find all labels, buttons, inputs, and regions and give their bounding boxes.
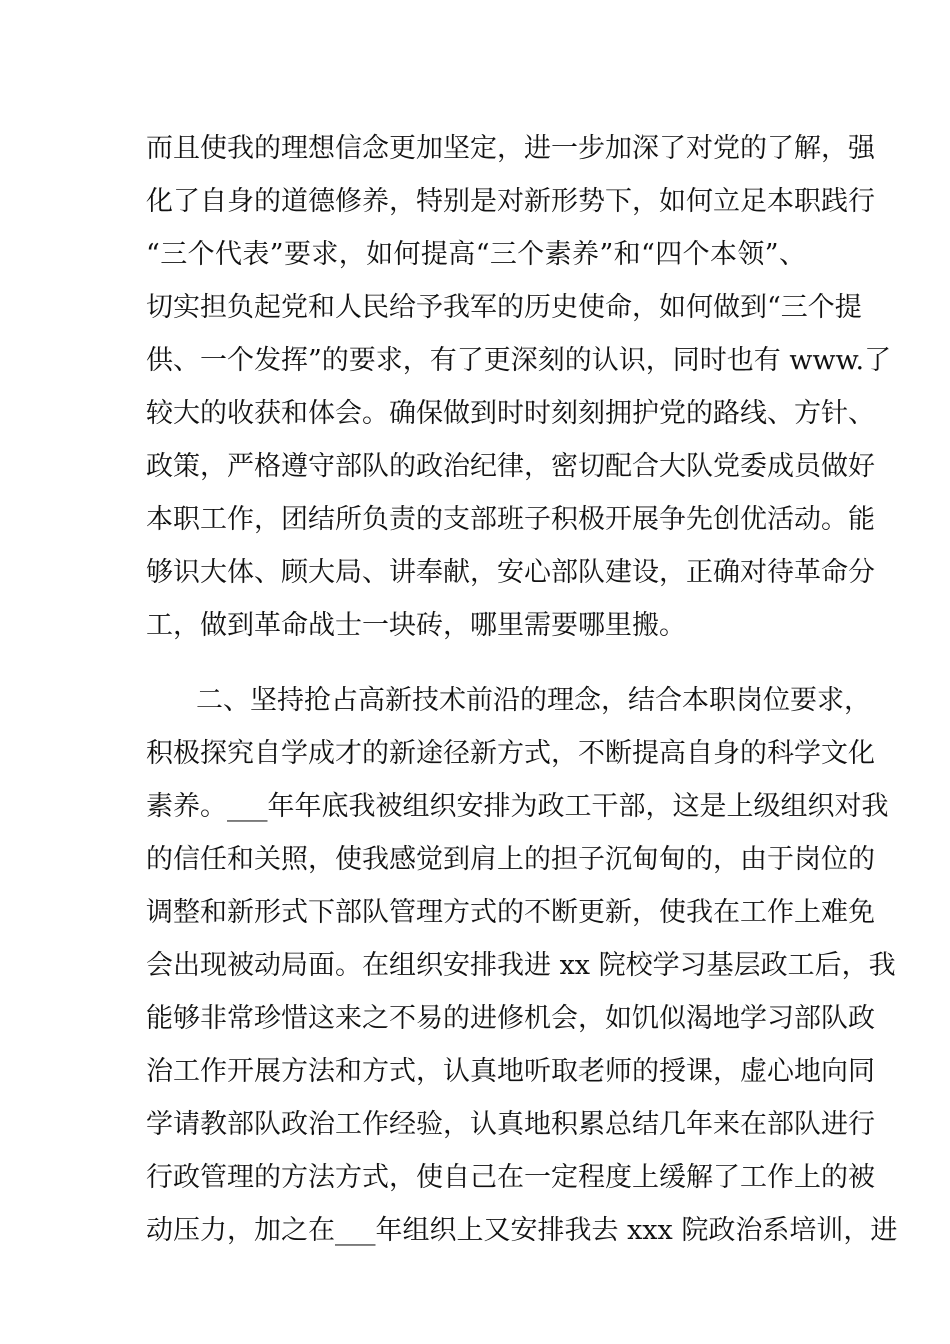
text-line: 供、一个发挥”的要求，有了更深刻的认识，同时也有 www.了 (146, 345, 892, 376)
text-line: 政策，严格遵守部队的政治纪律，密切配合大队党委成员做好 (146, 451, 875, 482)
text-line: 本职工作，团结所负责的支部班子积极开展争先创优活动。能 (146, 504, 875, 535)
paragraph-2 (146, 674, 898, 1257)
text-line: 会出现被动局面。在组织安排我进 xx 院校学习基层政工后，我 (146, 950, 896, 981)
text-line: 切实担负起党和人民给予我军的历史使命，如何做到“三个提 (146, 292, 862, 323)
text-line: 行政管理的方法方式，使自己在一定程度上缓解了工作上的被 (146, 1162, 875, 1193)
text-line: 的信任和关照，使我感觉到肩上的担子沉甸甸的，由于岗位的 (146, 844, 875, 875)
text-line: 化了自身的道德修养，特别是对新形势下，如何立足本职践行 (146, 186, 875, 217)
text-line: 够识大体、顾大局、讲奉献，安心部队建设，正确对待革命分 (146, 557, 875, 588)
text-line: 治工作开展方法和方式，认真地听取老师的授课，虚心地向同 (146, 1056, 875, 1087)
text-line: 较大的收获和体会。确保做到时时刻刻拥护党的路线、方针、 (146, 398, 875, 429)
text-line: 工，做到革命战士一块砖，哪里需要哪里搬。 (146, 610, 686, 641)
text-line: 学请教部队政治工作经验，认真地积累总结几年来在部队进行 (146, 1109, 875, 1140)
paragraph-1 (146, 122, 892, 652)
text-line: 二、坚持抢占高新技术前沿的理念，结合本职岗位要求， (196, 685, 871, 716)
text-line: “三个代表”要求，如何提高“三个素养”和“四个本领”、 (146, 239, 806, 270)
text-line: 能够非常珍惜这来之不易的进修机会，如饥似渴地学习部队政 (146, 1003, 875, 1034)
text-line: 调整和新形式下部队管理方式的不断更新，使我在工作上难免 (146, 897, 875, 928)
text-line: 动压力，加之在___年组织上又安排我去 xxx 院政治系培训，进 (146, 1215, 898, 1246)
text-line: 而且使我的理想信念更加坚定，进一步加深了对党的了解，强 (146, 133, 875, 164)
text-line: 素养。___年年底我被组织安排为政工干部，这是上级组织对我 (146, 791, 889, 822)
text-line: 积极探究自学成才的新途径新方式，不断提高自身的科学文化 (146, 738, 875, 769)
